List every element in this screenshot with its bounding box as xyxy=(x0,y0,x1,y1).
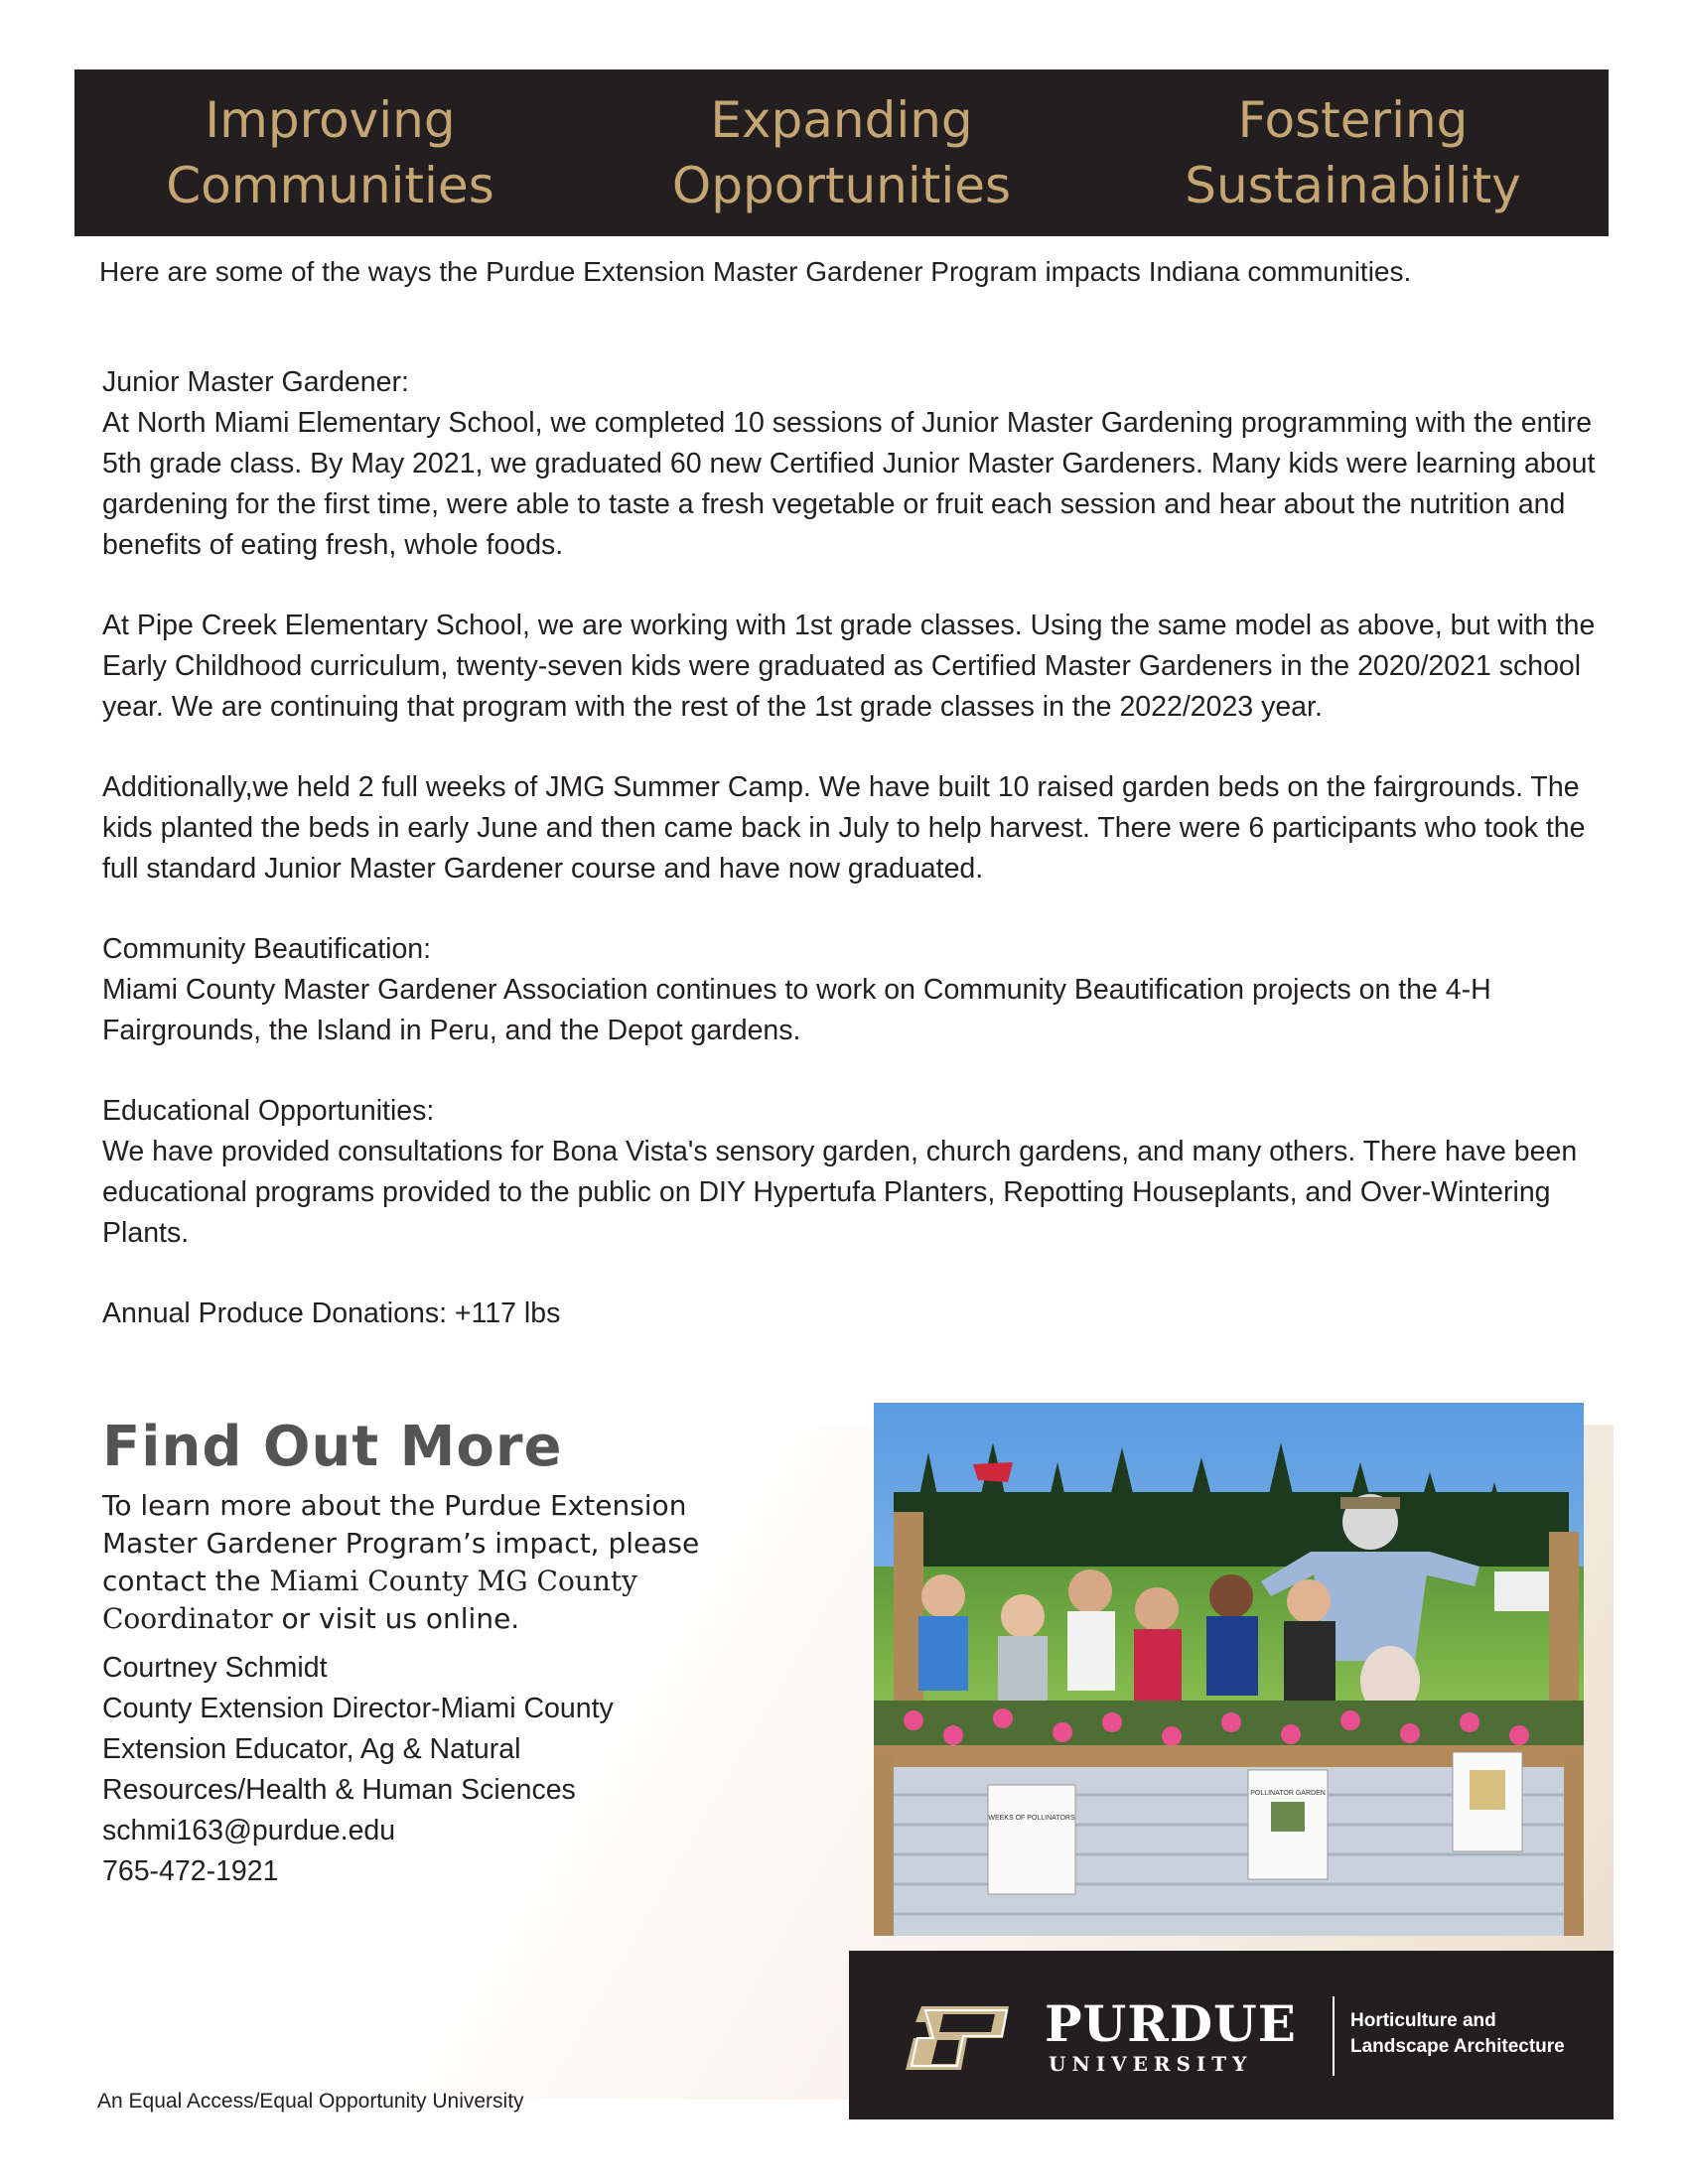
pillar-line: Sustainability xyxy=(1185,157,1521,214)
purdue-footer-bar xyxy=(849,1951,1614,2119)
find-text-before: To learn more about the Purdue Extension Master Gardener Program’s impact, please contact the xyxy=(102,1489,700,1597)
pillar-expanding-opportunities xyxy=(633,87,1051,218)
contact-email[interactable]: schmi163@purdue.edu xyxy=(102,1815,396,1846)
contact-title-3: Resources/Health & Human Sciences xyxy=(102,1774,576,1806)
contact-phone[interactable]: 765-472-1921 xyxy=(102,1855,279,1887)
garden-photo xyxy=(874,1403,1584,1936)
department-line-1: Horticulture and xyxy=(1350,2010,1496,2031)
pillar-line: Expanding xyxy=(710,91,973,149)
education-text: We have provided consultations for Bona Vista's sensory garden, church gardens, and many others. There have been educational programs provided to the public on DIY Hypertufa Planters, Repotting Houseplants, and Over-Wintering Plants. xyxy=(102,1136,1578,1249)
find-out-more-title: Find Out More xyxy=(102,1415,563,1479)
intro-text: Here are some of the ways the Purdue Extension Master Gardener Program impacts Indiana communities. xyxy=(99,256,1412,287)
sign-middle-text: POLLINATOR GARDEN xyxy=(1250,1790,1326,1797)
purdue-logo xyxy=(904,1994,1599,2080)
beautification-heading: Community Beautification: xyxy=(102,933,432,965)
education-heading: Educational Opportunities: xyxy=(102,1095,435,1127)
contact-title-1: County Extension Director-Miami County xyxy=(102,1693,614,1724)
purdue-wordmark: PURDUE xyxy=(1045,1994,1297,2053)
header-banner xyxy=(74,69,1609,236)
equal-access-statement: An Equal Access/Equal Opportunity University xyxy=(97,2090,524,2113)
sign-left xyxy=(988,1785,1075,1894)
coordinator-link[interactable]: Miami County MG County Coordinator xyxy=(102,1565,637,1635)
jmg-paragraph-2: At Pipe Creek Elementary School, we are working with 1st grade classes. Using the same model as above, but with the Early Childhood curriculum, twenty-seven kids were graduated as Certified Master Gardeners in the 2020/2021 school year. We are continuing that program with the rest of the 1st grade classes in the 2022/2023 year. xyxy=(102,610,1596,723)
contact-block xyxy=(102,1648,797,1892)
jmg-paragraph-3: Additionally,we held 2 full weeks of JMG Summer Camp. We have built 10 raised garden beds on the fairgrounds. The kids planted the beds in early June and then came back in July to help harvest. There were 6 participants who took the full standard Junior Master Gardener course and have now graduated. xyxy=(102,771,1586,885)
pillar-line: Improving xyxy=(205,91,456,149)
find-text-after: or visit us online. xyxy=(272,1602,520,1635)
beautification-text: Miami County Master Gardener Association continues to work on Community Beautification projects on the 4-H Fairgrounds, the Island in Peru, and the Depot gardens. xyxy=(102,974,1491,1046)
department-name xyxy=(1350,2008,1565,2060)
pillar-fostering-sustainability xyxy=(1145,87,1562,218)
purdue-p-motion-icon xyxy=(904,2002,1033,2074)
pillar-line: Opportunities xyxy=(671,157,1012,214)
red-flag xyxy=(973,1462,1013,1482)
jmg-heading: Junior Master Gardener: xyxy=(102,366,409,398)
pillar-line: Fostering xyxy=(1237,91,1469,149)
department-line-2: Landscape Architecture xyxy=(1350,2036,1565,2057)
sign-right xyxy=(1453,1752,1522,1851)
contact-title-2: Extension Educator, Ag & Natural xyxy=(102,1733,521,1765)
garden-photo-illustration xyxy=(874,1403,1584,1936)
jmg-paragraph-1: At North Miami Elementary School, we completed 10 sessions of Junior Master Gardening programming with the entire 5th grade class. By May 2021, we graduated 60 new Certified Junior Master Gardeners. Many kids were learning about gardening for the first time, were able to taste a fresh vegetable or fruit each session and hear about the nutrition and benefits of eating fresh, whole foods. xyxy=(102,407,1596,561)
university-wordmark: UNIVERSITY xyxy=(1049,2052,1253,2076)
sign-left-text: WEEKS OF POLLINATORS xyxy=(988,1815,1075,1822)
sign-middle xyxy=(1248,1770,1328,1879)
logo-divider xyxy=(1333,1996,1335,2076)
pillar-improving-communities xyxy=(122,87,539,218)
find-out-more-text xyxy=(102,1487,738,1638)
pillar-line: Communities xyxy=(166,157,494,214)
main-content xyxy=(102,362,1612,1334)
contact-name: Courtney Schmidt xyxy=(102,1652,328,1684)
produce-donations: Annual Produce Donations: +117 lbs xyxy=(102,1297,561,1329)
